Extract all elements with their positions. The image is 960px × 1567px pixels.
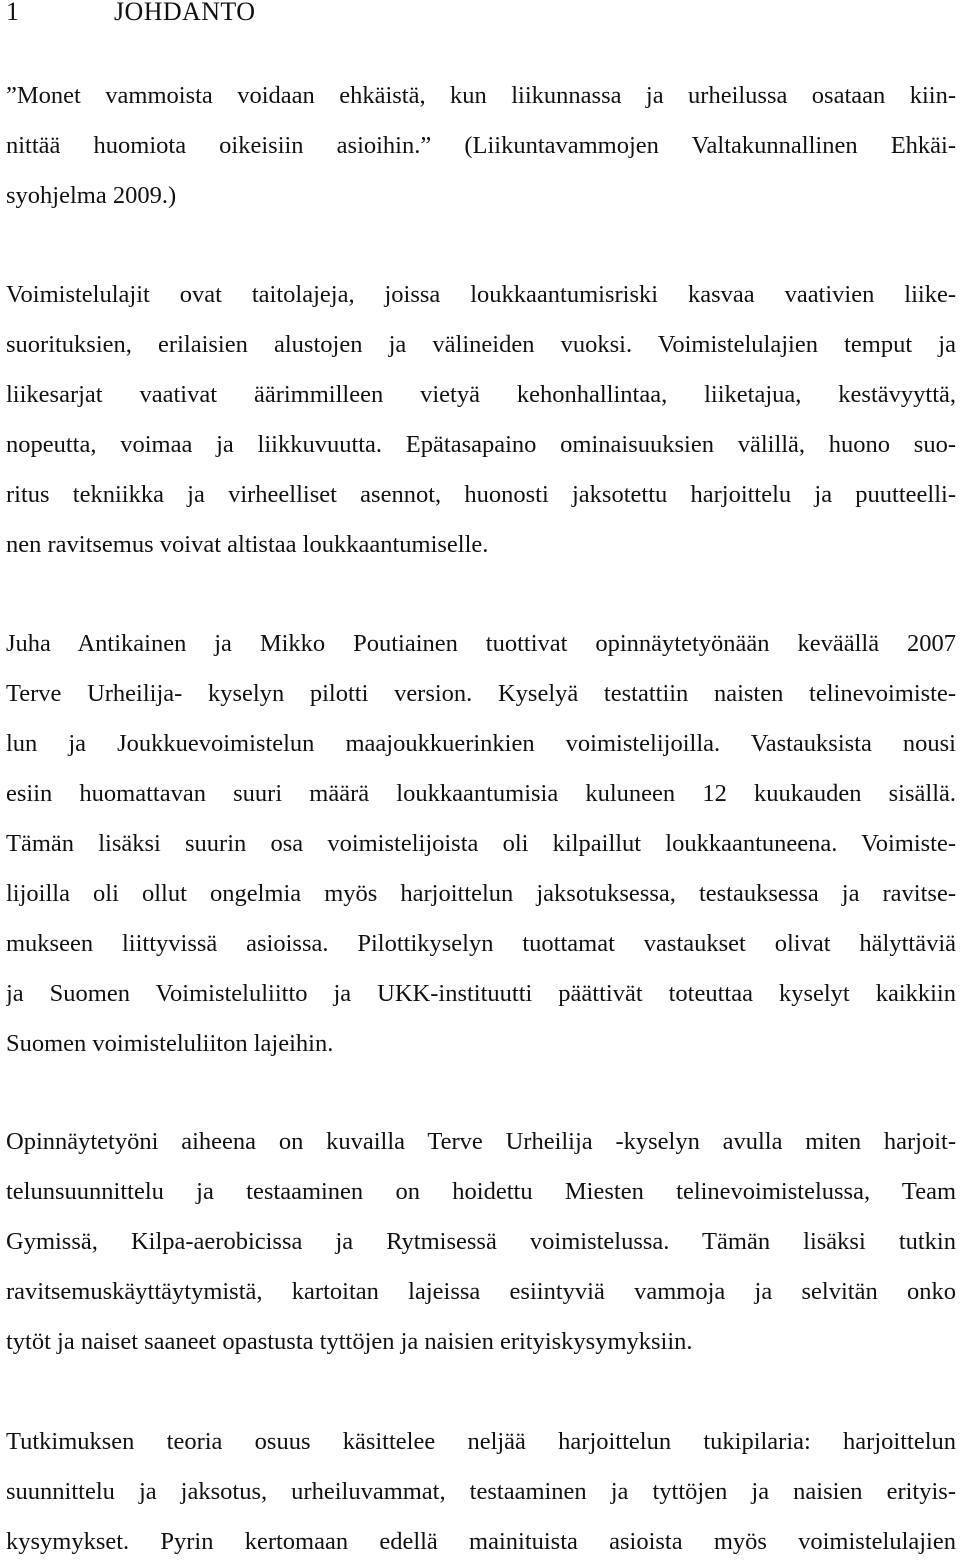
text-line: lun ja Joukkuevoimistelun maajoukkuerinkien voimistelijoilla. Vastauksista nousi [6, 730, 956, 757]
text-line: Terve Urheilija- kyselyn pilotti version. Kyselyä testattiin naisten telinevoimiste- [6, 680, 956, 707]
paragraph-thesis-topic [6, 1117, 956, 1367]
text-line: ”Monet vammoista voidaan ehkäistä, kun liikunnassa ja urheilussa osataan kiin- [6, 82, 956, 109]
text-line: nittää huomiota oikeisiin asioihin.” (Liikuntavammojen Valtakunnallinen Ehkäi- [6, 132, 956, 159]
paragraph-pilot-survey [6, 619, 956, 1069]
paragraph-quote [6, 71, 956, 221]
text-line: nen ravitsemus voivat altistaa loukkaantumiselle. [6, 531, 489, 558]
text-line: Opinnäytetyöni aiheena on kuvailla Terve Urheilija -kyselyn avulla miten harjoit- [6, 1128, 956, 1155]
text-line: Gymissä, Kilpa-aerobicissa ja Rytmisessä voimistelussa. Tämän lisäksi tutkin [6, 1228, 956, 1255]
text-line: syohjelma 2009.) [6, 182, 177, 209]
text-line: suorituksien, erilaisien alustojen ja välineiden vuoksi. Voimistelulajien temput ja [6, 331, 956, 358]
chapter-title: JOHDANTO [114, 0, 256, 26]
text-line: liikesarjat vaativat äärimmilleen vietyä kehonhallintaa, liiketajua, kestävyyttä, [6, 381, 956, 408]
text-line: Suomen voimisteluliiton lajeihin. [6, 1030, 334, 1057]
text-line: nopeutta, voimaa ja liikkuvuutta. Epätasapaino ominaisuuksien välillä, huono suo- [6, 431, 956, 458]
text-line: ravitsemuskäyttäytymistä, kartoitan lajeissa esiintyviä vammoja ja selvitän onko [6, 1278, 956, 1305]
chapter-heading [6, 0, 255, 30]
text-line: telunsuunnittelu ja testaaminen on hoidettu Miesten telinevoimistelussa, Team [6, 1178, 956, 1205]
text-line: ritus tekniikka ja virheelliset asennot, huonosti jaksotettu harjoittelu ja puutteelli- [6, 481, 956, 508]
text-line: Voimistelulajit ovat taitolajeja, joissa loukkaantumisriski kasvaa vaativien liike- [6, 281, 956, 308]
text-line: tytöt ja naiset saaneet opastusta tyttöjen ja naisien erityiskysymyksiin. [6, 1328, 693, 1355]
text-line: suunnittelu ja jaksotus, urheiluvammat, testaaminen ja tyttöjen ja naisien erityis- [6, 1478, 956, 1505]
text-line: mukseen liittyvissä asioissa. Pilottikyselyn tuottamat vastaukset olivat hälyttäviä [6, 930, 956, 957]
text-line: Juha Antikainen ja Mikko Poutiainen tuottivat opinnäytetyönään keväällä 2007 [6, 630, 956, 657]
chapter-number: 1 [6, 0, 20, 26]
text-line: kysymykset. Pyrin kertomaan edellä mainituista asioista myös voimistelulajien [6, 1528, 956, 1555]
paragraph-gymnastics-risks [6, 270, 956, 570]
text-line: Tämän lisäksi suurin osa voimistelijoista oli kilpaillut loukkaantuneena. Voimiste- [6, 830, 956, 857]
text-line: lijoilla oli ollut ongelmia myös harjoittelun jaksotuksessa, testauksessa ja ravitse- [6, 880, 956, 907]
text-line: Tutkimuksen teoria osuus käsittelee neljää harjoittelun tukipilaria: harjoittelun [6, 1428, 956, 1455]
text-line: ja Suomen Voimisteluliitto ja UKK-instituutti päättivät toteuttaa kyselyt kaikkiin [6, 980, 956, 1007]
paragraph-theory-section [6, 1417, 956, 1567]
text-line: esiin huomattavan suuri määrä loukkaantumisia kuluneen 12 kuukauden sisällä. [6, 780, 956, 807]
